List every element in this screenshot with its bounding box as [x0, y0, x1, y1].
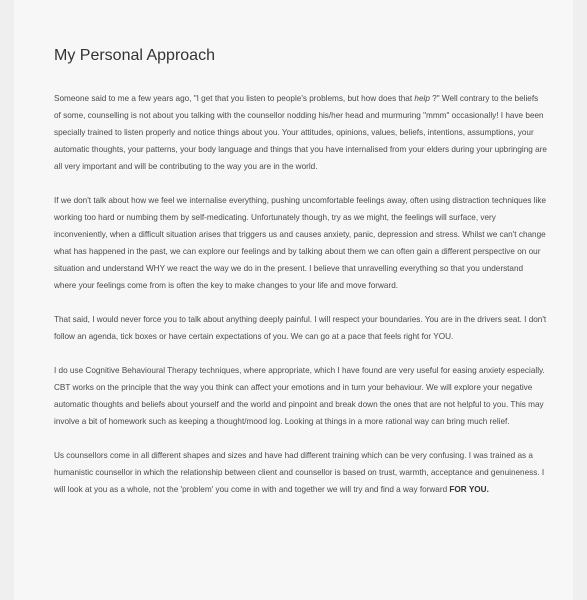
paragraph-intro — [54, 90, 547, 175]
paragraph-intro-text-b: ?" Well contrary to the beliefs of some, counselling is not about you talking with the counsellor nodding his/her head and murmuring "mmm" occasionally! I have been specially trained to listen properly and notice things about you. Your attitudes, opinions, values, beliefs, intentions, assumptions, your automatic thoughts, your patterns, your body language and things that you have internalised from your elders during your upbringing are all very important and will be contributing to the way you are in the world. — [54, 94, 547, 171]
emphasis-for-you: FOR YOU. — [449, 485, 489, 494]
paragraph-boundaries: That said, I would never force you to talk about anything deeply painful. I will respect your boundaries. You are in the drivers seat. I don't follow an agenda, tick boxes or have certain expectations of you. We can go at a pace that feels right for YOU. — [54, 315, 547, 341]
paragraph-intro-text-a: Someone said to me a few years ago, "I get that you listen to people's problems, but how does that — [54, 94, 415, 103]
paragraph-humanistic-text: Us counsellors come in all different shapes and sizes and have had different training which can be very confusing. I was trained as a humanistic counsellor in which the relationship between client and counsellor is based on trust, warmth, acceptance and genuineness. I will look at you as a whole, not the 'problem' you come in with and together we will try and find a way forward — [54, 451, 545, 494]
page-title: My Personal Approach — [54, 47, 215, 64]
content-panel — [14, 0, 573, 600]
emphasis-help: help — [414, 94, 430, 103]
paragraph-cbt: I do use Cognitive Behavioural Therapy techniques, where appropriate, which I have found are very useful for easing anxiety especially. CBT works on the principle that the way you think can affect your emotions and in turn your behaviour. We will explore your negative automatic thoughts and beliefs about yourself and the world and pinpoint and break down the ones that are not helpful to you. This may involve a bit of homework such as keeping a thought/mood log. Looking at things in a more rational way can bring much relief. — [54, 366, 545, 426]
paragraph-humanistic — [54, 447, 547, 498]
paragraph-feelings: If we don't talk about how we feel we internalise everything, pushing uncomfortable feelings away, often using distraction techniques like working too hard or numbing them by self-medicating. Unfortunately though, try as we might, the feelings will surface, very inconveniently, when a difficult situation arises that triggers us and causes anxiety, panic, depression and stress. Whilst we can't change what has happened in the past, we can explore our feelings and by talking about them we can often gain a different perspective on our situation and understand WHY we react the way we do in the present. I believe that unravelling everything so that you understand where your feelings come from is often the key to make changes to your life and move forward. — [54, 196, 547, 290]
